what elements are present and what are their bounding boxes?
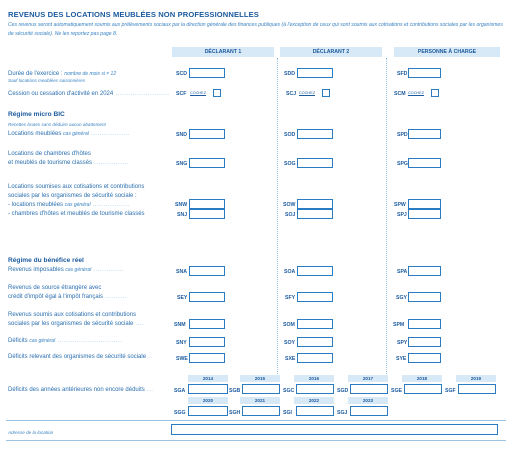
code-label: SXE <box>285 356 296 362</box>
micro-bic-sub: Recettes brutes sans déduire aucun abattement <box>8 122 106 127</box>
code-label: SOG <box>284 161 296 167</box>
code-label: SGD <box>337 388 349 394</box>
code-label: SOD <box>284 132 296 138</box>
code-label: SCF <box>176 91 187 97</box>
column-header-declarant-1: DÉCLARANT 1 <box>172 47 274 57</box>
chambres-field-pac[interactable] <box>408 158 441 168</box>
anterieurs-field-2020[interactable] <box>188 406 228 416</box>
code-label: SGB <box>229 388 241 394</box>
soumises-b-field-pac[interactable] <box>408 209 441 219</box>
meublees-field-d2[interactable] <box>297 129 333 139</box>
soumises-label-line1: Locations soumises aux cotisations et contributions <box>8 184 145 190</box>
meublees-label: Locations meublées cas général .................. <box>8 131 131 137</box>
deficits-secu-field-pac[interactable] <box>408 353 441 363</box>
year-header-2014: 2014 <box>188 375 228 382</box>
chambres-field-d2[interactable] <box>297 158 333 168</box>
code-label: SNA <box>176 269 187 275</box>
code-label: SPD <box>397 132 408 138</box>
etrangere-label-line2: crédit d'impôt égal à l'impôt français .......... <box>8 294 127 300</box>
year-header-2020: 2020 <box>188 397 228 404</box>
code-label: SGF <box>445 388 456 394</box>
cession-label: Cession ou cessation d'activité en 2024 ......................... <box>8 91 170 97</box>
code-label: SOA <box>284 269 296 275</box>
duree-sub-label: Sauf locations meublées saisonnières <box>8 78 86 83</box>
year-header-2018: 2018 <box>402 375 442 382</box>
code-label: SPJ <box>397 212 407 218</box>
duree-field-d1[interactable] <box>189 68 225 78</box>
deficits-label: Déficits cas général .............................. <box>8 338 123 344</box>
code-label: SCM <box>394 91 406 97</box>
chambres-label-line1: Locations de chambres d'hôtes <box>8 151 91 157</box>
code-label: SNW <box>175 202 188 208</box>
code-label: SNG <box>176 161 188 167</box>
code-label: SOY <box>284 340 295 346</box>
year-header-2016: 2016 <box>294 375 334 382</box>
duree-field-d2[interactable] <box>297 68 333 78</box>
soumises-a-field-pac[interactable] <box>408 199 441 209</box>
code-label: SDD <box>284 71 295 77</box>
code-label: SND <box>176 132 187 138</box>
code-label: SPW <box>394 202 406 208</box>
anterieurs-field-2018[interactable] <box>404 384 442 394</box>
adresse-field[interactable] <box>171 424 498 435</box>
divider <box>6 440 506 441</box>
code-label: SYE <box>396 356 407 362</box>
code-label: SGC <box>283 388 295 394</box>
anterieurs-field-2015[interactable] <box>242 384 280 394</box>
code-label: SGG <box>174 410 186 416</box>
coche-label: COCHEZ <box>190 91 207 95</box>
etrangere-field-d1[interactable] <box>189 292 225 302</box>
deficits-secu-label: Déficits relevant des organismes de sécurité sociale .. <box>8 354 153 360</box>
cession-checkbox-d1[interactable] <box>213 89 221 97</box>
anterieurs-label: Déficits des années antérieures non encore déduits ... <box>8 387 154 393</box>
code-label: SPA <box>397 269 408 275</box>
soumises-label-line4: - chambres d'hôtes et meublés de tourisme classés <box>8 211 145 217</box>
soumis-label-line1: Revenus soumis aux cotisations et contributions <box>8 312 137 318</box>
imposables-label: Revenus imposables cas général .............. <box>8 267 124 273</box>
code-label: SCD <box>176 71 187 77</box>
code-label: SOM <box>283 322 295 328</box>
anterieurs-field-2021[interactable] <box>242 406 280 416</box>
etrangere-field-pac[interactable] <box>408 292 441 302</box>
etrangere-label-line1: Revenus de source étrangère avec <box>8 285 102 291</box>
meublees-field-d1[interactable] <box>189 129 225 139</box>
anterieurs-field-2022[interactable] <box>296 406 334 416</box>
column-header-personne-charge: PERSONNE À CHARGE <box>394 47 500 57</box>
code-label: SGA <box>174 388 186 394</box>
imposables-field-pac[interactable] <box>408 266 441 276</box>
soumises-label-line2: sociales par les organismes de sécurité sociale : <box>8 193 137 199</box>
adresse-label: Adresse de la location <box>8 430 54 435</box>
soumis-field-pac[interactable] <box>408 319 441 329</box>
year-header-2015: 2015 <box>240 375 280 382</box>
code-label: SPG <box>397 161 408 167</box>
coche-label: COCHEZ <box>299 91 316 95</box>
soumis-field-d1[interactable] <box>189 319 225 329</box>
code-label: SWE <box>176 356 188 362</box>
year-header-2023: 2023 <box>348 397 388 404</box>
section-title: REVENUS DES LOCATIONS MEUBLÉES NON PROFESSIONNELLES <box>8 10 259 19</box>
micro-bic-title: Régime micro BIC <box>8 111 65 118</box>
anterieurs-field-2016[interactable] <box>296 384 334 394</box>
column-separator <box>277 58 278 378</box>
duree-field-pac[interactable] <box>408 68 441 78</box>
soumises-label-line3: - locations meublées cas général ................. <box>8 202 130 208</box>
cession-checkbox-pac[interactable] <box>431 89 439 97</box>
code-label: SNY <box>176 340 187 346</box>
code-label: SGJ <box>337 410 348 416</box>
soumises-a-field-d1[interactable] <box>189 199 225 209</box>
soumis-label-line2: sociales par les organismes de sécurité sociale .... <box>8 321 145 327</box>
anterieurs-field-2014[interactable] <box>188 384 228 394</box>
code-label: SOJ <box>285 212 296 218</box>
code-label: SNM <box>174 322 186 328</box>
anterieurs-field-2023[interactable] <box>350 406 388 416</box>
anterieurs-field-2019[interactable] <box>458 384 496 394</box>
deficits-field-d2[interactable] <box>297 337 333 347</box>
etrangere-field-d2[interactable] <box>297 292 333 302</box>
cession-checkbox-d2[interactable] <box>322 89 330 97</box>
code-label: SCJ <box>286 91 297 97</box>
year-header-2019: 2019 <box>456 375 496 382</box>
soumises-b-field-d1[interactable] <box>189 209 225 219</box>
chambres-label-line2: et meublés de tourisme classés ................ <box>8 160 129 166</box>
code-label: SOW <box>283 202 296 208</box>
reel-title: Régime du bénéfice réel <box>8 257 84 264</box>
year-header-2021: 2021 <box>240 397 280 404</box>
coche-label: COCHEZ <box>408 91 425 95</box>
deficits-field-d1[interactable] <box>189 337 225 347</box>
code-label: SGI <box>283 410 292 416</box>
deficits-field-pac[interactable] <box>408 337 441 347</box>
year-header-2022: 2022 <box>294 397 334 404</box>
imposables-field-d2[interactable] <box>297 266 333 276</box>
meublees-field-pac[interactable] <box>408 129 441 139</box>
code-label: SGY <box>396 295 407 301</box>
code-label: SGH <box>229 410 241 416</box>
code-label: SPY <box>397 340 408 346</box>
deficits-secu-field-d2[interactable] <box>297 353 333 363</box>
anterieurs-field-2017[interactable] <box>350 384 388 394</box>
imposables-field-d1[interactable] <box>189 266 225 276</box>
soumises-a-field-d2[interactable] <box>297 199 333 209</box>
chambres-field-d1[interactable] <box>189 158 225 168</box>
code-label: SPM <box>393 322 405 328</box>
code-label: SGE <box>391 388 402 394</box>
year-header-2017: 2017 <box>348 375 388 382</box>
column-separator <box>386 58 387 378</box>
code-label: SNJ <box>177 212 188 218</box>
column-header-declarant-2: DÉCLARANT 2 <box>280 47 382 57</box>
duree-label: Durée de l'exercice : nombre de mois si ≠ 12 <box>8 71 117 77</box>
code-label: SFD <box>397 71 408 77</box>
section-subtitle: Ces revenus seront automatiquement soumis aux prélèvements sociaux par la direction générale des finances publiques (à l'exception de ceux qui sont soumis aux cotisations et contributions sociales par les organismes de sécurité sociale). Ne les reportez pas page 8. <box>8 22 503 37</box>
deficits-secu-field-d1[interactable] <box>189 353 225 363</box>
soumis-field-d2[interactable] <box>297 319 333 329</box>
divider <box>6 420 506 421</box>
code-label: SEY <box>177 295 188 301</box>
soumises-b-field-d2[interactable] <box>297 209 333 219</box>
code-label: SFY <box>285 295 296 301</box>
